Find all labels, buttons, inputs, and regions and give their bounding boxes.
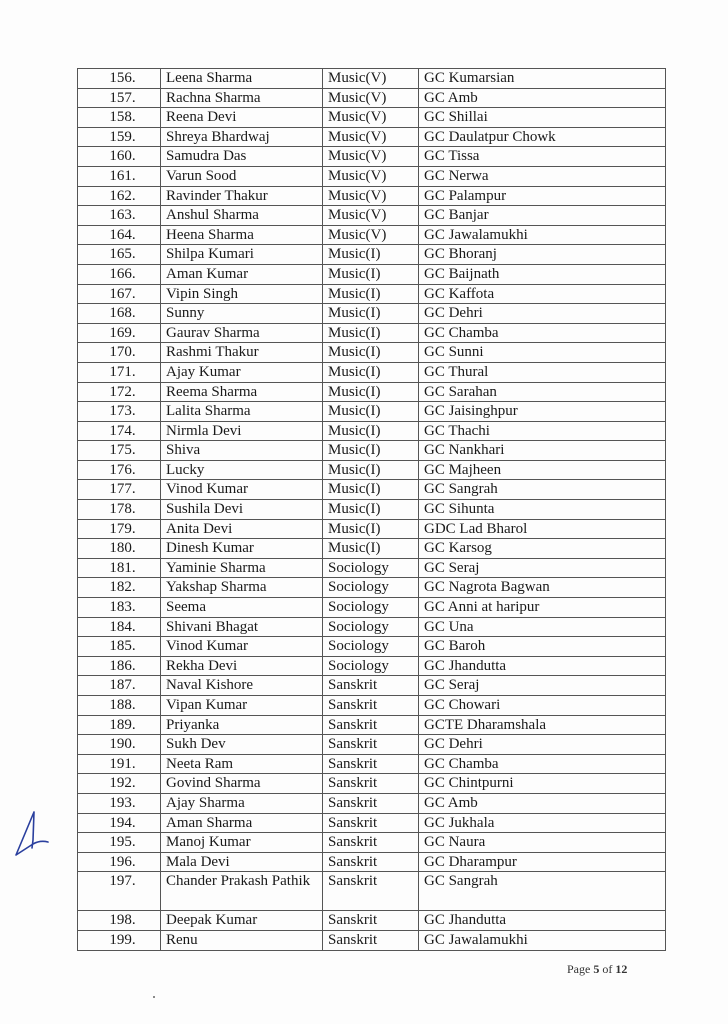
table-row	[78, 225, 666, 245]
subject-cell: Sociology	[323, 578, 419, 598]
name-cell: Chander Prakash Pathik	[161, 872, 323, 911]
college-cell: GC Anni at haripur	[419, 598, 666, 618]
name-cell: Renu	[161, 930, 323, 950]
appointment-table	[77, 68, 666, 951]
table-row	[78, 852, 666, 872]
serial-number-cell: 181.	[78, 558, 161, 578]
serial-number-cell: 188.	[78, 696, 161, 716]
table-row	[78, 382, 666, 402]
subject-cell: Sanskrit	[323, 676, 419, 696]
table-row	[78, 166, 666, 186]
subject-cell: Music(I)	[323, 245, 419, 265]
table-row	[78, 539, 666, 559]
subject-cell: Sociology	[323, 637, 419, 657]
name-cell: Shiva	[161, 441, 323, 461]
college-cell: GC Sihunta	[419, 500, 666, 520]
table-row	[78, 735, 666, 755]
college-cell: GC Amb	[419, 793, 666, 813]
name-cell: Neeta Ram	[161, 754, 323, 774]
serial-number-cell: 183.	[78, 598, 161, 618]
subject-cell: Sanskrit	[323, 911, 419, 931]
name-cell: Vipin Singh	[161, 284, 323, 304]
college-cell: GC Una	[419, 617, 666, 637]
subject-cell: Sociology	[323, 656, 419, 676]
serial-number-cell: 161.	[78, 166, 161, 186]
serial-number-cell: 173.	[78, 402, 161, 422]
serial-number-cell: 164.	[78, 225, 161, 245]
college-cell: GC Jukhala	[419, 813, 666, 833]
serial-number-cell: 198.	[78, 911, 161, 931]
table-row	[78, 108, 666, 128]
name-cell: Sukh Dev	[161, 735, 323, 755]
college-cell: GC Daulatpur Chowk	[419, 127, 666, 147]
name-cell: Vinod Kumar	[161, 480, 323, 500]
serial-number-cell: 189.	[78, 715, 161, 735]
subject-cell: Sanskrit	[323, 813, 419, 833]
name-cell: Gaurav Sharma	[161, 323, 323, 343]
subject-cell: Music(I)	[323, 500, 419, 520]
page-label-middle: of	[599, 962, 616, 976]
table-row	[78, 441, 666, 461]
table-row	[78, 362, 666, 382]
table-row	[78, 558, 666, 578]
serial-number-cell: 195.	[78, 833, 161, 853]
subject-cell: Music(V)	[323, 88, 419, 108]
table-row	[78, 656, 666, 676]
table-row	[78, 264, 666, 284]
serial-number-cell: 194.	[78, 813, 161, 833]
serial-number-cell: 197.	[78, 872, 161, 911]
college-cell: GC Chintpurni	[419, 774, 666, 794]
subject-cell: Music(I)	[323, 421, 419, 441]
table-row	[78, 500, 666, 520]
serial-number-cell: 157.	[78, 88, 161, 108]
name-cell: Yaminie Sharma	[161, 558, 323, 578]
table-row	[78, 813, 666, 833]
handwritten-signature-icon	[6, 800, 50, 860]
college-cell: GC Amb	[419, 88, 666, 108]
page-total: 12	[615, 962, 628, 976]
name-cell: Shilpa Kumari	[161, 245, 323, 265]
table-row	[78, 460, 666, 480]
name-cell: Manoj Kumar	[161, 833, 323, 853]
serial-number-cell: 175.	[78, 441, 161, 461]
name-cell: Aman Sharma	[161, 813, 323, 833]
college-cell: GC Sunni	[419, 343, 666, 363]
subject-cell: Music(I)	[323, 382, 419, 402]
name-cell: Sushila Devi	[161, 500, 323, 520]
serial-number-cell: 182.	[78, 578, 161, 598]
table-row	[78, 284, 666, 304]
subject-cell: Sociology	[323, 598, 419, 618]
serial-number-cell: 196.	[78, 852, 161, 872]
table-row	[78, 578, 666, 598]
college-cell: GC Thachi	[419, 421, 666, 441]
serial-number-cell: 187.	[78, 676, 161, 696]
table-row	[78, 421, 666, 441]
page-current: 5	[593, 962, 600, 976]
college-cell: GC Thural	[419, 362, 666, 382]
college-cell: GC Baroh	[419, 637, 666, 657]
serial-number-cell: 179.	[78, 519, 161, 539]
name-cell: Rekha Devi	[161, 656, 323, 676]
name-cell: Lalita Sharma	[161, 402, 323, 422]
table-row	[78, 617, 666, 637]
table-row	[78, 519, 666, 539]
name-cell: Mala Devi	[161, 852, 323, 872]
subject-cell: Music(V)	[323, 225, 419, 245]
table-row	[78, 793, 666, 813]
table-row	[78, 833, 666, 853]
serial-number-cell: 180.	[78, 539, 161, 559]
college-cell: GC Kumarsian	[419, 69, 666, 89]
subject-cell: Sociology	[323, 617, 419, 637]
college-cell: GC Sarahan	[419, 382, 666, 402]
college-cell: GC Seraj	[419, 676, 666, 696]
subject-cell: Sanskrit	[323, 793, 419, 813]
subject-cell: Music(I)	[323, 264, 419, 284]
serial-number-cell: 178.	[78, 500, 161, 520]
subject-cell: Sanskrit	[323, 754, 419, 774]
serial-number-cell: 162.	[78, 186, 161, 206]
college-cell: GC Nerwa	[419, 166, 666, 186]
serial-number-cell: 170.	[78, 343, 161, 363]
table-row	[78, 245, 666, 265]
college-cell: GC Jawalamukhi	[419, 930, 666, 950]
name-cell: Dinesh Kumar	[161, 539, 323, 559]
table-row	[78, 598, 666, 618]
college-cell: GC Dharampur	[419, 852, 666, 872]
subject-cell: Sanskrit	[323, 833, 419, 853]
subject-cell: Music(I)	[323, 304, 419, 324]
serial-number-cell: 191.	[78, 754, 161, 774]
serial-number-cell: 167.	[78, 284, 161, 304]
page-number	[567, 962, 627, 977]
subject-cell: Sanskrit	[323, 696, 419, 716]
subject-cell: Music(I)	[323, 519, 419, 539]
college-cell: GDC Lad Bharol	[419, 519, 666, 539]
subject-cell: Sanskrit	[323, 872, 419, 911]
college-cell: GC Dehri	[419, 304, 666, 324]
college-cell: GC Nagrota Bagwan	[419, 578, 666, 598]
college-cell: GC Kaffota	[419, 284, 666, 304]
subject-cell: Music(I)	[323, 539, 419, 559]
subject-cell: Music(V)	[323, 108, 419, 128]
name-cell: Anshul Sharma	[161, 206, 323, 226]
table-row	[78, 715, 666, 735]
serial-number-cell: 186.	[78, 656, 161, 676]
college-cell: GC Sangrah	[419, 480, 666, 500]
page-label-prefix: Page	[567, 962, 594, 976]
college-cell: GC Chowari	[419, 696, 666, 716]
name-cell: Sunny	[161, 304, 323, 324]
subject-cell: Music(V)	[323, 147, 419, 167]
name-cell: Shivani Bhagat	[161, 617, 323, 637]
serial-number-cell: 172.	[78, 382, 161, 402]
name-cell: Samudra Das	[161, 147, 323, 167]
table-row	[78, 343, 666, 363]
name-cell: Seema	[161, 598, 323, 618]
serial-number-cell: 199.	[78, 930, 161, 950]
table-row	[78, 206, 666, 226]
college-cell: GC Chamba	[419, 323, 666, 343]
name-cell: Reena Devi	[161, 108, 323, 128]
serial-number-cell: 165.	[78, 245, 161, 265]
scan-speck	[153, 996, 155, 998]
serial-number-cell: 192.	[78, 774, 161, 794]
subject-cell: Sanskrit	[323, 774, 419, 794]
serial-number-cell: 177.	[78, 480, 161, 500]
college-cell: GC Karsog	[419, 539, 666, 559]
name-cell: Heena Sharma	[161, 225, 323, 245]
table-row	[78, 480, 666, 500]
serial-number-cell: 193.	[78, 793, 161, 813]
subject-cell: Music(I)	[323, 402, 419, 422]
subject-cell: Music(I)	[323, 343, 419, 363]
table-row	[78, 930, 666, 950]
serial-number-cell: 166.	[78, 264, 161, 284]
name-cell: Reema Sharma	[161, 382, 323, 402]
serial-number-cell: 185.	[78, 637, 161, 657]
college-cell: GC Palampur	[419, 186, 666, 206]
college-cell: GC Jawalamukhi	[419, 225, 666, 245]
name-cell: Rashmi Thakur	[161, 343, 323, 363]
name-cell: Priyanka	[161, 715, 323, 735]
serial-number-cell: 190.	[78, 735, 161, 755]
subject-cell: Music(V)	[323, 69, 419, 89]
college-cell: GC Shillai	[419, 108, 666, 128]
subject-cell: Music(V)	[323, 127, 419, 147]
serial-number-cell: 158.	[78, 108, 161, 128]
table-row	[78, 676, 666, 696]
college-cell: GCTE Dharamshala	[419, 715, 666, 735]
college-cell: GC Bhoranj	[419, 245, 666, 265]
subject-cell: Music(V)	[323, 206, 419, 226]
college-cell: GC Naura	[419, 833, 666, 853]
table-row	[78, 127, 666, 147]
table-row	[78, 696, 666, 716]
subject-cell: Sanskrit	[323, 852, 419, 872]
college-cell: GC Baijnath	[419, 264, 666, 284]
name-cell: Ravinder Thakur	[161, 186, 323, 206]
name-cell: Rachna Sharma	[161, 88, 323, 108]
college-cell: GC Jaisinghpur	[419, 402, 666, 422]
subject-cell: Music(I)	[323, 323, 419, 343]
college-cell: GC Chamba	[419, 754, 666, 774]
name-cell: Nirmla Devi	[161, 421, 323, 441]
name-cell: Aman Kumar	[161, 264, 323, 284]
table-row	[78, 186, 666, 206]
table-row	[78, 147, 666, 167]
serial-number-cell: 184.	[78, 617, 161, 637]
serial-number-cell: 174.	[78, 421, 161, 441]
college-cell: GC Jhandutta	[419, 911, 666, 931]
college-cell: GC Seraj	[419, 558, 666, 578]
table-row	[78, 88, 666, 108]
table-row	[78, 754, 666, 774]
subject-cell: Music(I)	[323, 284, 419, 304]
serial-number-cell: 169.	[78, 323, 161, 343]
name-cell: Vipan Kumar	[161, 696, 323, 716]
name-cell: Lucky	[161, 460, 323, 480]
name-cell: Vinod Kumar	[161, 637, 323, 657]
subject-cell: Music(V)	[323, 186, 419, 206]
table-row	[78, 911, 666, 931]
college-cell: GC Jhandutta	[419, 656, 666, 676]
name-cell: Naval Kishore	[161, 676, 323, 696]
table-row	[78, 872, 666, 911]
college-cell: GC Tissa	[419, 147, 666, 167]
subject-cell: Sanskrit	[323, 735, 419, 755]
table-row	[78, 304, 666, 324]
serial-number-cell: 160.	[78, 147, 161, 167]
name-cell: Varun Sood	[161, 166, 323, 186]
serial-number-cell: 156.	[78, 69, 161, 89]
serial-number-cell: 176.	[78, 460, 161, 480]
subject-cell: Sociology	[323, 558, 419, 578]
table-row	[78, 637, 666, 657]
serial-number-cell: 159.	[78, 127, 161, 147]
college-cell: GC Majheen	[419, 460, 666, 480]
name-cell: Anita Devi	[161, 519, 323, 539]
subject-cell: Music(I)	[323, 480, 419, 500]
subject-cell: Music(I)	[323, 362, 419, 382]
name-cell: Yakshap Sharma	[161, 578, 323, 598]
table-row	[78, 69, 666, 89]
college-cell: GC Dehri	[419, 735, 666, 755]
subject-cell: Music(V)	[323, 166, 419, 186]
serial-number-cell: 163.	[78, 206, 161, 226]
name-cell: Ajay Sharma	[161, 793, 323, 813]
name-cell: Ajay Kumar	[161, 362, 323, 382]
serial-number-cell: 168.	[78, 304, 161, 324]
name-cell: Deepak Kumar	[161, 911, 323, 931]
subject-cell: Music(I)	[323, 441, 419, 461]
subject-cell: Sanskrit	[323, 930, 419, 950]
college-cell: GC Banjar	[419, 206, 666, 226]
subject-cell: Sanskrit	[323, 715, 419, 735]
table-body	[78, 69, 666, 951]
table-row	[78, 774, 666, 794]
name-cell: Govind Sharma	[161, 774, 323, 794]
college-cell: GC Nankhari	[419, 441, 666, 461]
college-cell: GC Sangrah	[419, 872, 666, 911]
serial-number-cell: 171.	[78, 362, 161, 382]
subject-cell: Music(I)	[323, 460, 419, 480]
name-cell: Leena Sharma	[161, 69, 323, 89]
table-row	[78, 402, 666, 422]
name-cell: Shreya Bhardwaj	[161, 127, 323, 147]
table-row	[78, 323, 666, 343]
